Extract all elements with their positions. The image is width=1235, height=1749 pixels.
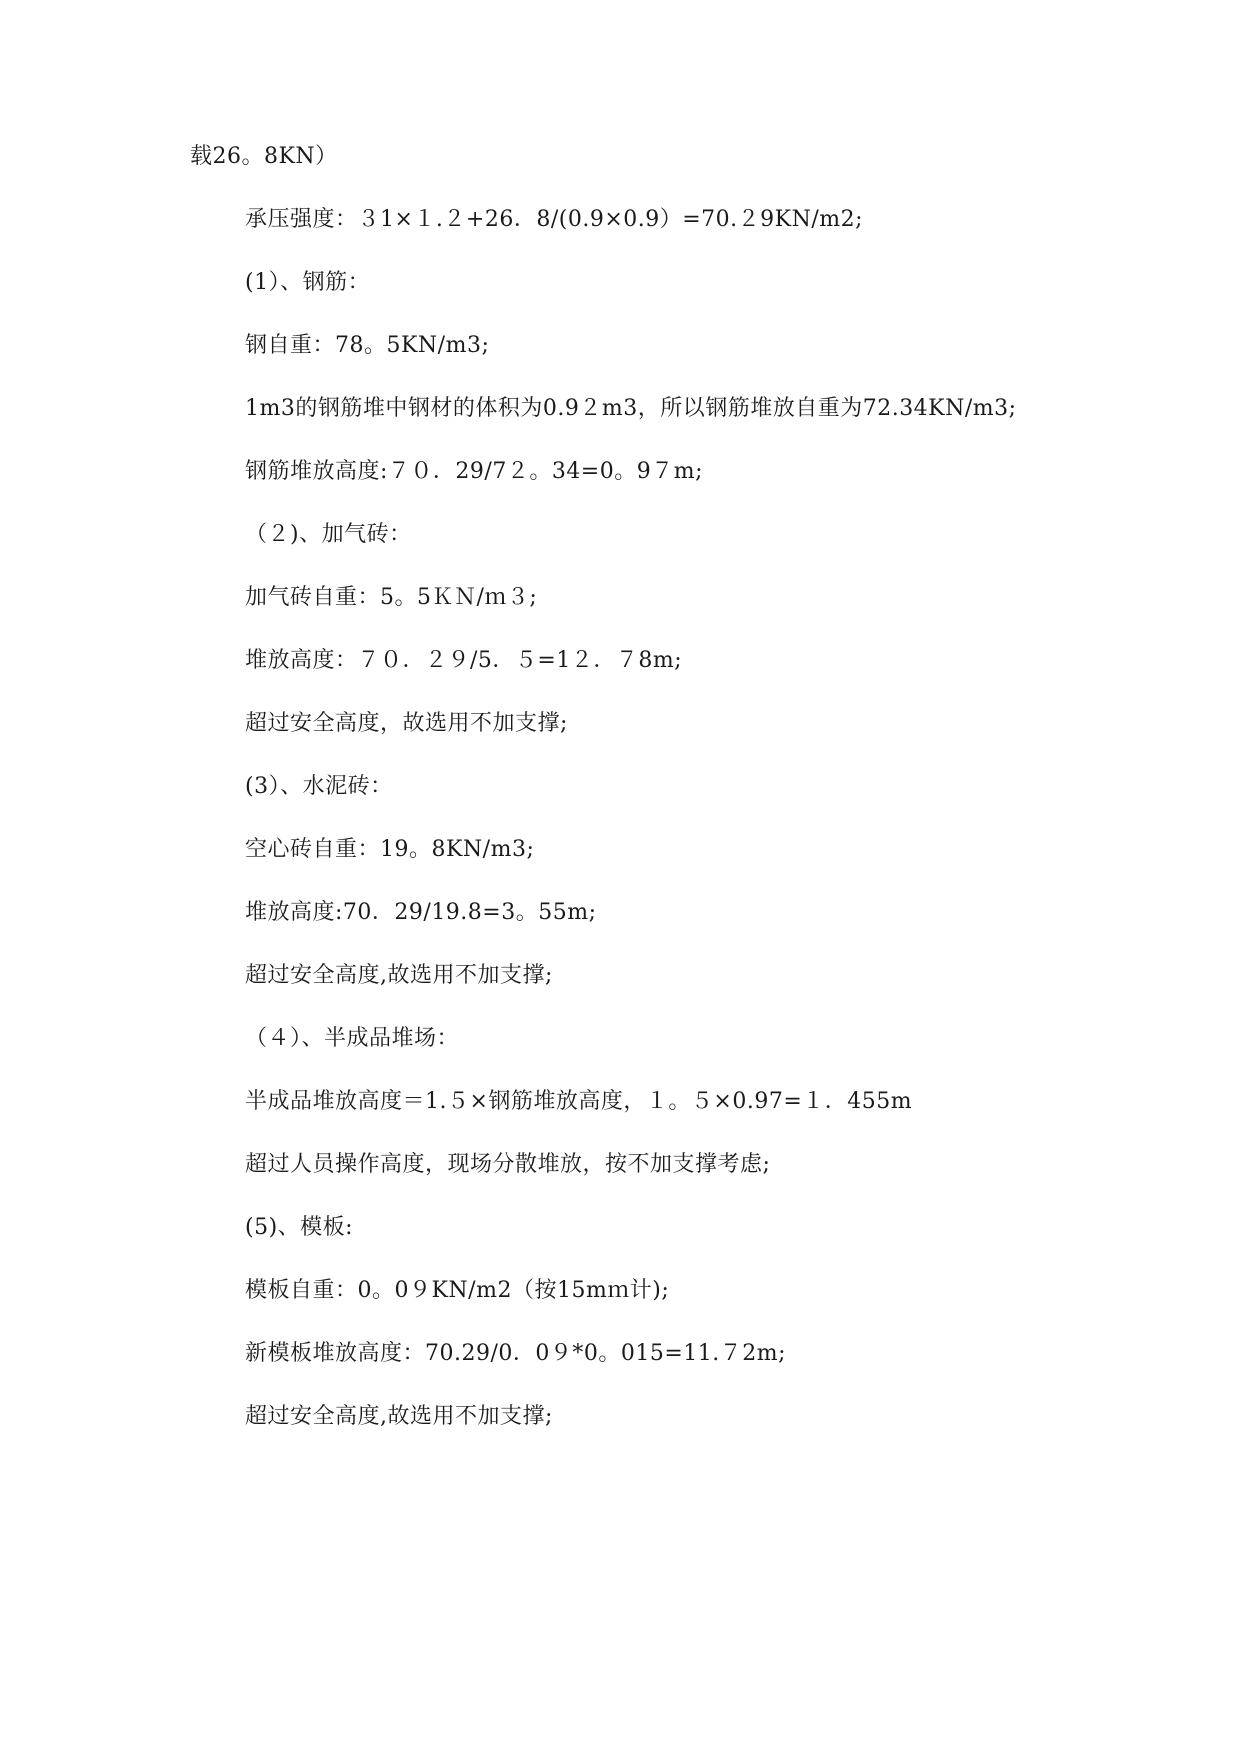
text-line: 加气砖自重：5。5ＫＮ/ｍ３; — [245, 585, 538, 610]
text-line: 载26。8KN） — [190, 144, 338, 169]
text-line: 空心砖自重：19。8KN/m3; — [245, 837, 535, 862]
text-line: 钢筋堆放高度:７０．29/7２。34=0。9７m; — [245, 459, 704, 484]
text-line: 堆放高度：７０．２９/5．５=1２．７8m; — [245, 648, 683, 673]
text-line: 堆放高度:70．29/19.8=3。55m; — [245, 900, 597, 925]
text-line: 承压强度：３1×１.２+26．8/(0.9×0.9）=70.２9KN/m2; — [245, 207, 864, 232]
text-line: (3）、水泥砖： — [245, 774, 393, 799]
text-line: (5)、模板: — [245, 1215, 354, 1240]
text-line: 新模板堆放高度：70.29/0．0９*0。015=11.７2m; — [245, 1341, 787, 1366]
text-line: 超过安全高度，故选用不加支撑; — [245, 711, 568, 736]
text-line: （２)、加气砖： — [245, 522, 412, 547]
text-line: （４）、半成品堆场： — [245, 1026, 460, 1051]
text-line: 超过安全高度,故选用不加支撑; — [245, 963, 553, 988]
text-line: 半成品堆放高度＝1.５×钢筋堆放高度，１。５×0.97=１．455m — [245, 1089, 913, 1114]
text-line: 超过人员操作高度，现场分散堆放，按不加支撑考虑; — [245, 1152, 771, 1177]
text-line: 1m3的钢筋堆中钢材的体积为0.9２m3，所以钢筋堆放自重为72.34KN/m3; — [245, 396, 1017, 421]
text-line: 超过安全高度,故选用不加支撑; — [245, 1404, 553, 1429]
text-line: 模板自重：0。0９KN/m2（按15mｍ计); — [245, 1278, 670, 1303]
text-line: 钢自重：78。5KN/m3; — [245, 333, 490, 358]
text-line: (1）、钢筋： — [245, 270, 371, 295]
